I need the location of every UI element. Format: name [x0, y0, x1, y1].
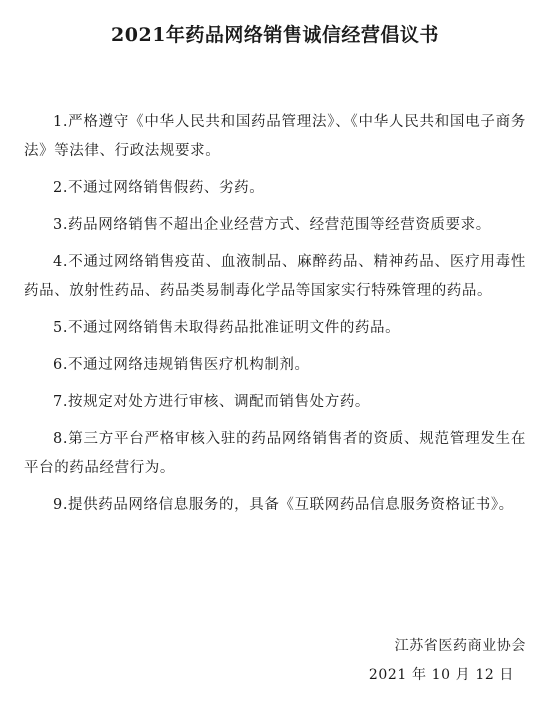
proposal-item-2: 2.不通过网络销售假药、劣药。 — [53, 180, 265, 196]
proposal-item-6: 6.不通过网络违规销售医疗机构制剂。 — [53, 357, 310, 373]
proposal-list — [24, 108, 526, 520]
signature-organization: 江苏省医药商业协会 — [394, 638, 526, 654]
proposal-item-4: 4.不通过网络销售疫苗、血液制品、麻醉药品、精神药品、医疗用毒性药品、放射性药品、药品类易制毒化学品等国家实行特殊管理的药品。 — [24, 254, 526, 299]
proposal-item-7: 7.按规定对处方进行审核、调配而销售处方药。 — [53, 394, 371, 410]
proposal-item-8: 8.第三方平台严格审核入驻的药品网络销售者的资质、规范管理发生在平台的药品经营行为。 — [24, 431, 526, 476]
proposal-item-5: 5.不通过网络销售未取得药品批准证明文件的药品。 — [53, 320, 401, 336]
signature-date: 2021 年 10 月 12 日 — [368, 667, 514, 683]
proposal-item-3: 3.药品网络销售不超出企业经营方式、经营范围等经营资质要求。 — [53, 217, 491, 233]
proposal-item-9: 9.提供药品网络信息服务的，具备《互联网药品信息服务资格证书》。 — [53, 497, 514, 513]
document-title: 2021年药品网络销售诚信经营倡议书 — [111, 24, 439, 46]
proposal-item-1: 1.严格遵守《中华人民共和国药品管理法》、《中华人民共和国电子商务法》等法律、行政法规要求。 — [24, 114, 526, 159]
